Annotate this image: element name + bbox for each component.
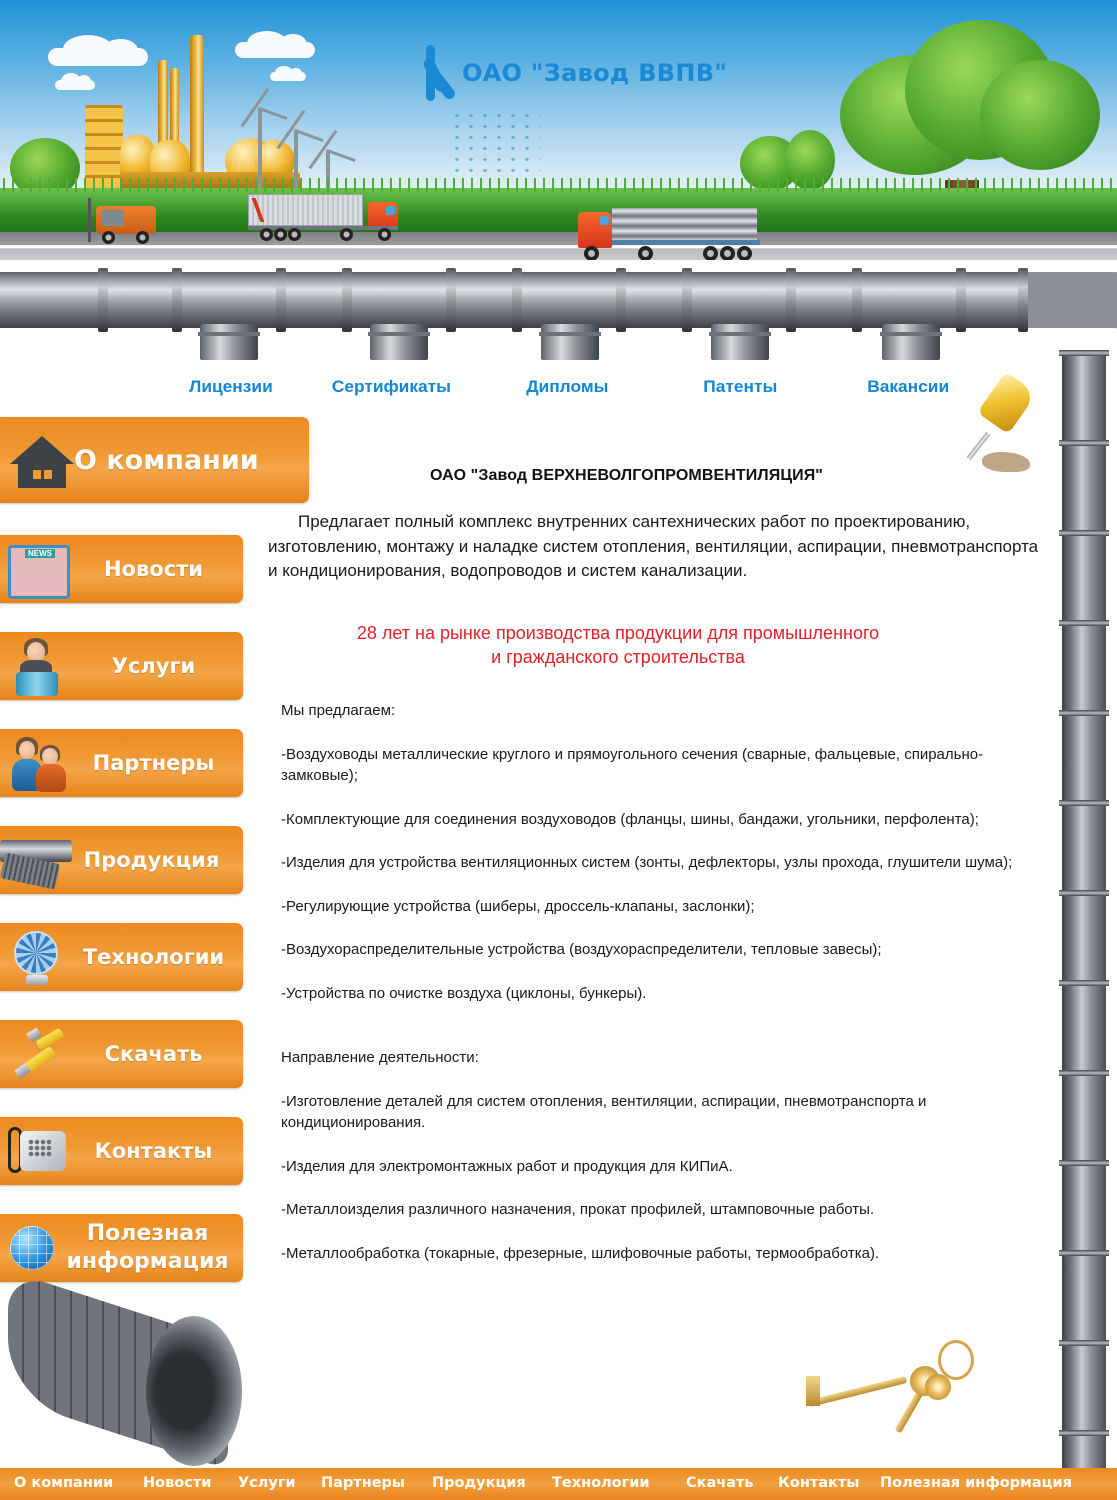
highlight-text: 28 лет на рынке производства продукции для промышленного и гражданского строительства — [356, 623, 880, 667]
sidebar-item-label: О компании — [74, 444, 259, 476]
road-decoration — [0, 232, 1117, 260]
company-logo[interactable] — [424, 44, 727, 102]
telephone-icon — [4, 1121, 70, 1181]
footer-link-useful-info[interactable]: Полезная информация — [880, 1475, 1072, 1491]
usb-cable-icon — [4, 1024, 70, 1084]
horizontal-pipe-decoration — [0, 272, 1075, 328]
pipe-outlet-decoration — [711, 324, 769, 360]
list-item: -Регулирующие устройства (шиберы, дроссель-клапаны, заслонки); — [281, 897, 755, 915]
footer-link-partners[interactable]: Партнеры — [321, 1475, 406, 1491]
footer-link-services[interactable]: Услуги — [238, 1475, 296, 1491]
top-link-certificates[interactable]: Сертификаты — [331, 377, 451, 396]
partners-icon — [4, 733, 70, 793]
sidebar-item-download[interactable] — [0, 1020, 243, 1088]
activity-heading: Направление деятельности: — [281, 1049, 479, 1066]
page-title: ОАО "Завод ВЕРХНЕВОЛГОПРОМВЕНТИЛЯЦИЯ" — [430, 467, 823, 484]
pipe-products-icon — [0, 830, 66, 890]
sidebar-item-label: Полезная информация — [66, 1221, 229, 1274]
top-link-vacancies[interactable]: Вакансии — [867, 377, 950, 396]
sidebar-item-label: Скачать — [104, 1041, 203, 1066]
top-link-patents[interactable]: Патенты — [703, 377, 778, 396]
list-item: -Устройства по очистке воздуха (циклоны, бункеры). — [281, 984, 647, 1002]
footer-link-news[interactable]: Новости — [143, 1475, 212, 1491]
spiral-duct-illustration — [8, 1298, 240, 1470]
offers-heading: Мы предлагаем: — [281, 702, 396, 719]
list-item: -Воздухораспределительные устройства (воздухораспределители, тепловые завесы); — [281, 941, 882, 958]
list-item: -Воздуховоды металлические круглого и прямоугольного сечения (сварные, фальцевые, спирально-замковые); — [281, 745, 984, 784]
pushpin-icon — [960, 372, 1035, 472]
sidebar-item-label: Продукция — [83, 847, 220, 872]
top-link-diplomas[interactable]: Дипломы — [526, 377, 609, 396]
pipe-outlet-decoration — [541, 324, 599, 360]
fan-icon — [4, 927, 70, 987]
container-truck-illustration — [248, 194, 403, 244]
logo-mark-icon — [424, 45, 456, 101]
pipe-outlet-decoration — [370, 324, 428, 360]
sidebar-item-useful-info[interactable] — [0, 1214, 243, 1282]
sidebar-item-services[interactable] — [0, 632, 243, 700]
footer-link-about[interactable]: О компании — [14, 1475, 114, 1491]
pipe-outlet-decoration — [200, 324, 258, 360]
house-icon — [4, 430, 70, 490]
pipe-truck-illustration — [578, 208, 778, 260]
intro-paragraph: Предлагает полный комплекс внутренних сантехнических работ по проектированию, изготовлению, монтажу и наладке систем отопления, вентиляции, аспирации, пневмотранспорта и кондиционирования, водопроводов и систем канализации. — [268, 512, 1039, 580]
sidebar-item-label: Контакты — [94, 1138, 213, 1163]
header-banner — [0, 0, 1117, 260]
top-link-licenses[interactable]: Лицензии — [189, 377, 273, 396]
sidebar-item-contacts[interactable] — [0, 1117, 243, 1185]
sidebar-item-news[interactable] — [0, 535, 243, 603]
tree-decoration — [980, 60, 1100, 170]
sidebar-item-label: Партнеры — [92, 750, 215, 775]
list-item: -Комплектующие для соединения воздуховодов (фланцы, шины, бандажи, угольники, перфолента); — [281, 810, 979, 828]
sidebar-item-technologies[interactable] — [0, 923, 243, 991]
list-item: -Изделия для устройства вентиляционных систем (зонты, дефлекторы, узлы прохода, глушители шума); — [281, 854, 1013, 871]
news-calendar-icon: NEWS — [4, 539, 70, 599]
globe-icon — [4, 1218, 58, 1278]
offers-list — [281, 700, 1051, 1286]
sidebar-item-about[interactable] — [0, 417, 309, 503]
footer-link-technologies[interactable]: Технологии — [552, 1475, 650, 1491]
receptionist-icon — [4, 636, 70, 696]
sidebar-item-label: Технологии — [82, 944, 225, 969]
birds-decoration — [450, 110, 540, 180]
list-item: -Изготовление деталей для систем отопления, вентиляции, аспирации, пневмотранспорта и кондиционирования. — [281, 1092, 927, 1131]
sidebar-item-label: Услуги — [111, 653, 196, 678]
sidebar-item-label: Новости — [103, 556, 204, 581]
grass-decoration — [0, 188, 1117, 236]
list-item: -Металлообработка (токарные, фрезерные, шлифовочные работы, термообработка). — [281, 1244, 880, 1262]
vertical-pipe-decoration — [1062, 350, 1106, 1470]
forklift-illustration — [88, 198, 158, 244]
pipe-outlet-decoration — [882, 324, 940, 360]
list-item: -Изделия для электромонтажных работ и продукция для КИПиА. — [281, 1157, 733, 1175]
sidebar-item-products[interactable] — [0, 826, 243, 894]
logo-text: ОАО "Завод ВВПВ" — [462, 59, 728, 87]
footer-nav — [0, 1468, 1117, 1500]
keys-icon — [800, 1336, 960, 1446]
footer-link-download[interactable]: Скачать — [686, 1475, 754, 1491]
sidebar-item-partners[interactable] — [0, 729, 243, 797]
footer-link-contacts[interactable]: Контакты — [778, 1475, 860, 1491]
list-item: -Металлоизделия различного назначения, прокат профилей, штамповочные работы. — [281, 1201, 875, 1218]
footer-link-products[interactable]: Продукция — [432, 1475, 526, 1491]
